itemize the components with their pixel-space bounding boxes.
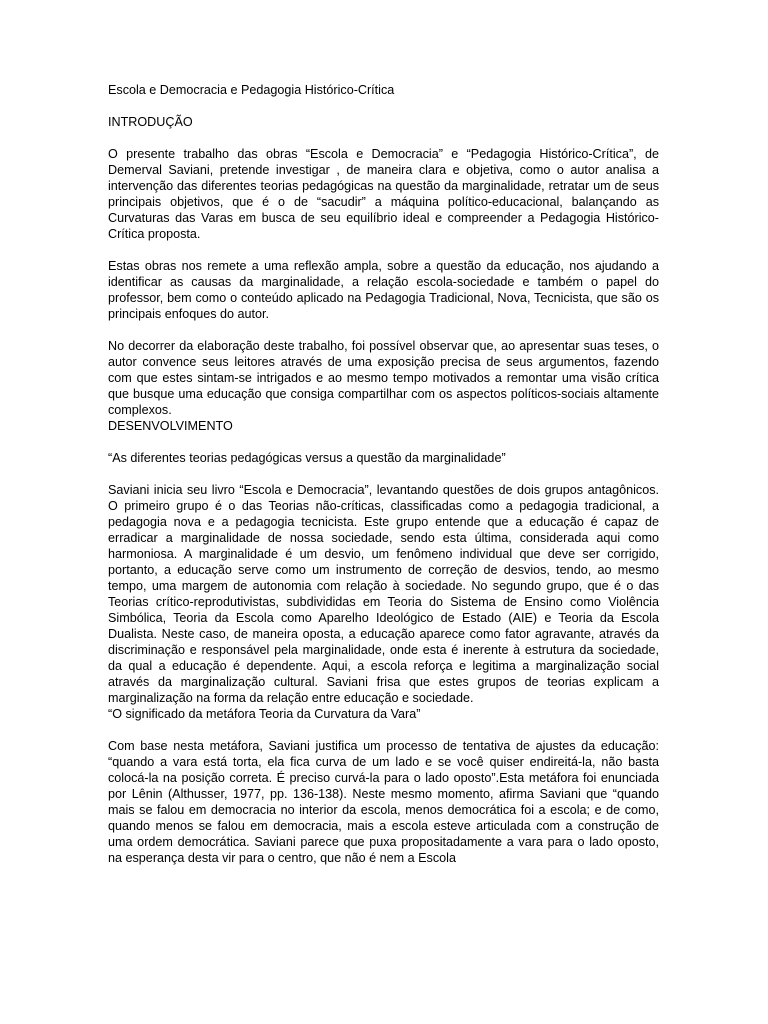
subsection-teorias-marginalidade <box>108 450 659 706</box>
subsection-heading-teorias: “As diferentes teorias pedagógicas versus a questão da marginalidade” <box>108 451 506 465</box>
intro-paragraph-3: No decorrer da elaboração deste trabalho, foi possível observar que, ao apresentar suas teses, o autor convence seus leitores através de uma exposição precisa de seus argumentos, fazendo com que estes sintam-se intrigados e ao mesmo tempo motivados a remontar uma visão crítica que busque uma educação que consiga compartilhar com os aspectos políticos-sociais altamente complexos. <box>108 339 659 417</box>
subsection-curvatura-vara <box>108 706 659 866</box>
document-title: Escola e Democracia e Pedagogia Histórico-Crítica <box>108 83 395 97</box>
section-introducao <box>108 114 659 418</box>
section-desenvolvimento <box>108 418 659 866</box>
intro-paragraph-2: Estas obras nos remete a uma reflexão ampla, sobre a questão da educação, nos ajudando a identificar as causas da marginalidade, a relação escola-sociedade e também o papel do professor, bem como o conteúdo aplicado na Pedagogia Tradicional, Nova, Tecnicista, que são os principais enfoques do autor. <box>108 259 659 321</box>
intro-paragraph-1: O presente trabalho das obras “Escola e Democracia” e “Pedagogia Histórico-Crítica”, de Demerval Saviani, pretende investigar , de maneira clara e objetiva, como o autor analisa a intervenção das diferentes teorias pedagógicas na questão da marginalidade, retratar um de seus principais objetivos, que é o de “sacudir” a máquina político-educacional, balançando as Curvaturas das Varas em busca de seu equilíbrio ideal e compreender a Pedagogia Histórico-Crítica proposta. <box>108 147 659 241</box>
document-page <box>108 82 659 866</box>
desenvolvimento-paragraph-1: Saviani inicia seu livro “Escola e Democracia”, levantando questões de dois grupos antagônicos. O primeiro grupo é o das Teorias não-críticas, classificadas como a pedagogia tradicional, a pedagogia nova e a pedagogia tecnicista. Este grupo entende que a educação é capaz de erradicar a marginalidade de nossa sociedade, sendo esta última, considerada aqui como harmoniosa. A marginalidade é um desvio, um fenômeno individual que deve ser corrigido, portanto, a educação serve como um instrumento de correção de desvios, tendo, ao mesmo tempo, uma margem de autonomia com relação à sociedade. No segundo grupo, que é o das Teorias crítico-reprodutivistas, subdivididas em Teoria do Sistema de Ensino como Violência Simbólica, Teoria da Escola como Aparelho Ideológico de Estado (AIE) e Teoria da Escola Dualista. Neste caso, de maneira oposta, a educação aparece como fator agravante, através da discriminação e responsável pela marginalidade, onde esta é inerente à estrutura da sociedade, da qual a educação é dependente. Aqui, a escola reforça e legitima a marginalização social através da marginalização cultural. Saviani frisa que estes grupos de teorias explicam a marginalização na forma da relação entre educação e sociedade. <box>108 483 659 705</box>
section-heading-introducao: INTRODUÇÃO <box>108 115 193 129</box>
desenvolvimento-paragraph-2: Com base nesta metáfora, Saviani justifica um processo de tentativa de ajustes da educação: “quando a vara está torta, ela fica curva de um lado e se você quiser endireitá-la, não basta colocá-la na posição correta. É preciso curvá-la para o lado oposto”.Esta metáfora foi enunciada por Lênin (Althusser, 1977, pp. 136-138). Neste mesmo momento, afirma Saviani que “quando mais se falou em democracia no interior da escola, menos democrática foi a escola; e de como, quando menos se falou em democracia, mais a escola esteve articulada com a construção de uma ordem democrática. Saviani parece que puxa propositadamente a vara para o lado oposto, na esperança desta vir para o centro, que não é nem a Escola <box>108 739 659 865</box>
subsection-heading-curvatura: “O significado da metáfora Teoria da Curvatura da Vara” <box>108 707 421 721</box>
section-heading-desenvolvimento: DESENVOLVIMENTO <box>108 419 233 433</box>
